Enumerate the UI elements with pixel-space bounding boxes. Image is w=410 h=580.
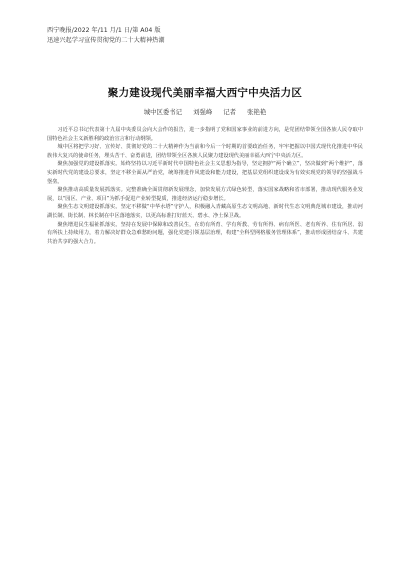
- article-body: [47, 126, 363, 246]
- article-paragraph: 聚焦加强党的建设抓落实。始终坚持以习近平新时代中国特色社会主义思想为指导，坚定拥护“两个确立”，坚决做到“两个维护”，落实新时代党的建设总要求，坚定不移全面从严治党，统筹推进作风建设和能力建设，把基层党组织建设成为有效实现党的领导的坚强战斗堡垒。: [47, 161, 363, 185]
- byline-author: 刘强峰: [193, 108, 213, 116]
- byline-reporter: 张艳艳: [247, 108, 267, 116]
- article-paragraph: 习近平总书记代表第十九届中央委员会向大会作的报告，进一步指明了党和国家事业的前进方向，是党团结带领全国各族人民夺取中国特色社会主义新胜利的政治宣言和行动纲领。: [47, 127, 363, 142]
- article-title: 聚力建设现代美丽幸福大西宁中央活力区: [107, 87, 303, 99]
- byline-unit: 城中区委书记: [143, 108, 183, 116]
- article-paragraph: 聚焦推动高质量发展抓落实。完整准确全面贯彻新发展理念，加快发展方式绿色转型，落实国家战略和省市部署，推动现代服务业发展，以“园区、产业、项目”为抓手促进产业转型提质，推进经济运行稳步增长。: [47, 187, 363, 202]
- article-paragraph: 聚焦增进民生福祉抓落实。坚持在发展中保障和改善民生，在幼有所育、学有所教、劳有所得、病有所医、老有所养、住有所居、弱有所扶上持续用力，着力解决好群众急难愁盼问题，强化党建引领基层治理，构建“全科型网格服务管理体系”，推动形成团结奋斗、共建共治共享的强大合力。: [47, 221, 363, 245]
- article-paragraph: 聚焦生态文明建设抓落实。坚定不移做“中华水塔”守护人，积极融入青藏高原生态文明高地、新时代生态文明典范城市建设，推动河湖长制、街长制、林长制在中区落地落实，以更高标准打好蓝天、碧水、净土保卫战。: [47, 204, 363, 219]
- byline: [0, 107, 410, 116]
- article-paragraph: 城中区将把学习好、宣传好、贯彻好党的二十大精神作为当前和今后一个时期的首要政治任务，牢牢把握以中国式现代化推进中华民族伟大复兴的使命任务，埋头苦干、奋勇前进，团结带领全区各族人民聚力建设现代美丽幸福大西宁中央活力区。: [47, 144, 363, 159]
- byline-role: 记者: [223, 108, 237, 116]
- newspaper-header: [47, 26, 367, 45]
- publication-info: 西宁晚报/2022 年/11 月/1 日/第 A04 版: [47, 27, 161, 34]
- section-heading: 迅速兴起学习宣传贯彻党的二十大精神热潮: [47, 36, 165, 44]
